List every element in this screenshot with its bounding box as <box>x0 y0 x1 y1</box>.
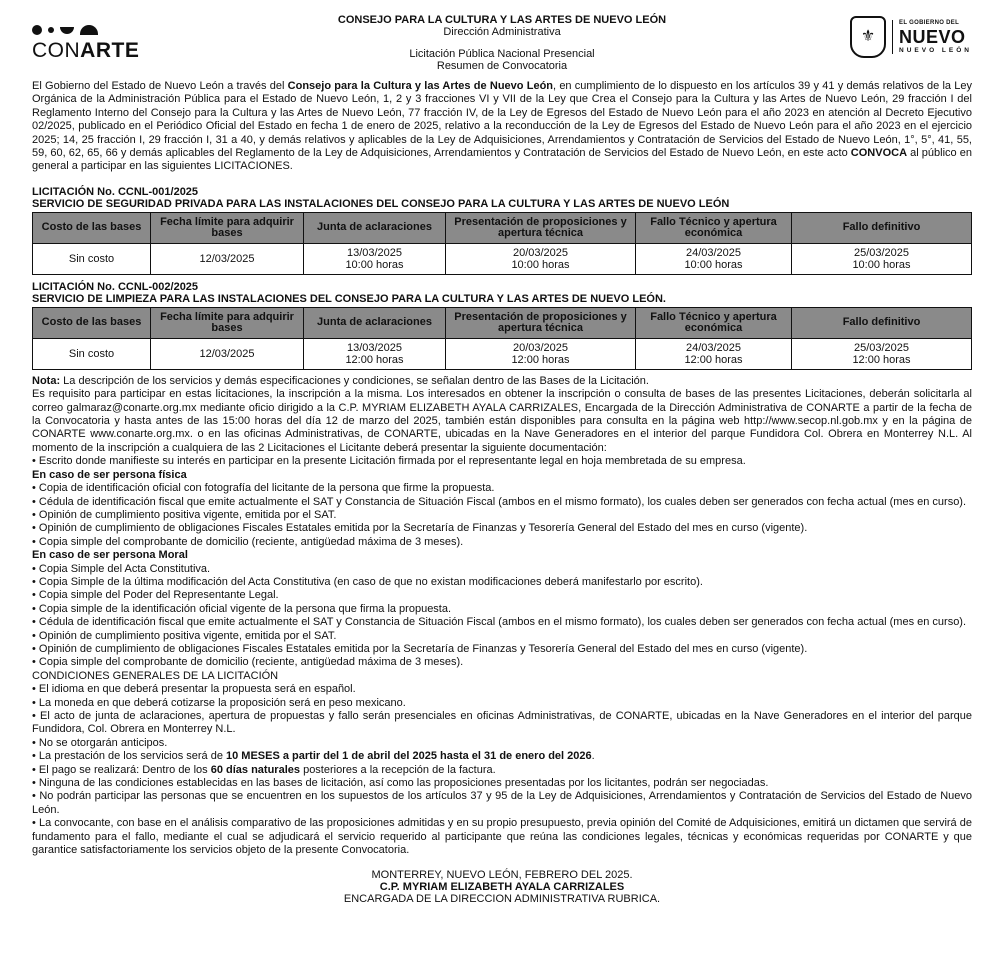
signer-role: ENCARGADA DE LA DIRECCION ADMINISTRATIVA RUBRICA. <box>343 893 661 906</box>
list-item: • Escrito donde manifieste su interés en participar en la presente Licitación firmada por el representante legal en hoja membretada de su empresa. <box>32 455 746 468</box>
gov-sub-text: NUEVO LEÓN <box>899 47 972 54</box>
place-date: MONTERREY, NUEVO LEÓN, FEBRERO DEL 2025. <box>371 869 633 882</box>
licitacion-number: LICITACIÓN No. CCNL-001/2025 <box>32 185 199 198</box>
list-item: • Copia Simple del Acta Constitutiva. <box>32 562 211 575</box>
signature-block <box>32 869 972 905</box>
table-cell: 12/03/2025 <box>151 243 304 274</box>
list-item: • Copia simple del comprobante de domicilio (reciente, antigüedad máxima de 3 meses). <box>32 535 464 548</box>
list-item: • El pago se realizará: Dentro de los 60 días naturales posteriores a la recepción de la factura. <box>32 763 496 776</box>
list-item: • Copia de identificación oficial con fotografía del licitante de la persona que firme la propuesta. <box>32 482 495 495</box>
col-header: Fecha límite para adquirir bases <box>151 307 304 338</box>
list-item: • Opinión de cumplimiento de obligaciones Fiscales Estatales emitida por la Secretaría de Finanzas y Tesorería General del Estado del mes en curso (vigente). <box>32 522 808 535</box>
table-cell: 13/03/2025 12:00 horas <box>304 338 446 369</box>
list-item: • Opinión de cumplimiento de obligaciones Fiscales Estatales emitida por la Secretaría de Finanzas y Tesorería General del Estado del mes en curso (vigente). <box>32 642 808 655</box>
col-header: Junta de aclaraciones <box>304 212 446 243</box>
header <box>32 14 972 76</box>
list-item: • La moneda en que deberá cotizarse la proposición será en peso mexicano. <box>32 696 406 709</box>
persona-moral-title: En caso de ser persona Moral <box>32 549 188 562</box>
list-item: • Cédula de identificación fiscal que emite actualmente el SAT y Constancia de Situación Fiscal (ambos en el mismo formato), los cuales deben ser generados con fecha actual (mes en curso). <box>32 616 967 629</box>
table-cell: 12/03/2025 <box>151 338 304 369</box>
condiciones-title: CONDICIONES GENERALES DE LA LICITACIÓN <box>32 669 279 682</box>
col-header: Presentación de proposiciones y apertura técnica <box>446 307 636 338</box>
col-header: Fallo definitivo <box>792 212 972 243</box>
table-cell: 24/03/2025 10:00 horas <box>636 243 792 274</box>
list-item: • La prestación de los servicios será de 10 MESES a partir del 1 de abril del 2025 hasta el 31 de enero del 2026. <box>32 750 595 763</box>
list-item: • Cédula de identificación fiscal que emite actualmente el SAT y Constancia de Situación Fiscal (ambos en el mismo formato), los cuales deben ser generados con fecha actual (mes en curso). <box>32 495 967 508</box>
header-titles <box>232 14 772 72</box>
nota: Nota: La descripción de los servicios y demás especificaciones y condiciones, se señalan dentro de las Bases de la Licitación. <box>32 374 649 387</box>
list-item: • Copia simple de la identificación oficial vigente de la persona que firma la propuesta. <box>32 602 452 615</box>
table-cell: 20/03/2025 10:00 horas <box>446 243 636 274</box>
conarte-logo <box>32 22 142 62</box>
table-row <box>33 243 972 274</box>
list-item: • Opinión de cumplimiento positiva vigente, emitida por el SAT. <box>32 629 337 642</box>
licitacion-2-title <box>32 281 972 305</box>
table-cell: 25/03/2025 10:00 horas <box>792 243 972 274</box>
licitacion-1-title <box>32 186 972 210</box>
list-item: • Ninguna de las condiciones establecidas en las bases de licitación, así como las proposiciones presentadas por los licitantes, podrán ser negociadas. <box>32 777 769 790</box>
gov-big-text: NUEVO <box>899 27 966 47</box>
licitacion-service: SERVICIO DE LIMPIEZA PARA LAS INSTALACIONES DEL CONSEJO PARA LA CULTURA Y LAS ARTES DE NUEVO LEÓN. <box>32 292 666 305</box>
col-header: Presentación de proposiciones y apertura técnica <box>446 212 636 243</box>
licitacion-2-table <box>32 307 972 370</box>
conarte-logo-word: CONARTE <box>32 39 140 62</box>
doc-subtitle: Resumen de Convocatoria <box>436 60 568 72</box>
table-cell: Sin costo <box>33 338 151 369</box>
requisito-paragraph: Es requisito para participar en estas licitaciones, la inscripción a la misma. Los interesados en obtener la inscripción o consulta de bases de las presentes Licitaciones, deberán solicitarla al correo galmaraz@conarte.org.mx mediante oficio dirigido a la C.P. MYRIAM ELIZABETH AYALA CARRIZALES, Encargada de la Dirección Administrativa de CONARTE a partir de la fecha de la Convocatoria y hasta antes de las 15:00 horas del día 12 de marzo del 2025, también están disponibles para consulta en la página web http://www.secop.nl.gob.mx y en la página de CONARTE www.conarte.org.mx. o en las oficinas Administrativas, de CONARTE, ubicadas en la Nave Generadores en el interior del parque Fundidora Col. Obrera en Monterrey N.L. Al momento de la inscripción a cualquiera de las 2 Licitaciones el Licitante deberá presentar la siguiente documentación: <box>32 388 972 454</box>
department: Dirección Administrativa <box>443 26 561 38</box>
col-header: Fallo Técnico y apertura económica <box>636 212 792 243</box>
list-item: • El idioma en que deberá presentar la propuesta será en español. <box>32 683 356 696</box>
persona-fisica-title: En caso de ser persona física <box>32 468 187 481</box>
table-cell: 13/03/2025 10:00 horas <box>304 243 446 274</box>
table-cell: 20/03/2025 12:00 horas <box>446 338 636 369</box>
signer-name: C.P. MYRIAM ELIZABETH AYALA CARRIZALES <box>379 881 625 894</box>
col-header: Fecha límite para adquirir bases <box>151 212 304 243</box>
intro-paragraph: El Gobierno del Estado de Nuevo León a través del Consejo para la Cultura y las Artes de Nuevo León, en cumplimiento de lo dispuesto en los artículos 39 y 41 y demás relativos de la Ley Orgánica de la Administración Pública para el Estado de Nuevo León, 1, 2 y 3 fracciones VI y VII de la Ley que Crea el Consejo para la Cultura y las Artes de Nuevo León, 29 fracción I del Reglamento Interno del Consejo para la Cultura y las Artes de Nuevo León, 77 fracción IV, de la Ley de Egresos del Estado de Nuevo León para el año 2023 en atención al Decreto Ejecutivo 02/2025, publicado en el Periódico Oficial del Estado en fecha 1 de enero de 2025, relativo a la reconducción de la Ley de Egresos del Estado de Nuevo León para el año 2023 en el ejercicio 2025; 14, 25 fracción I, 29 fracción I, 31 a 40, y demás relativos y aplicables de la Ley de Adquisiciones, Arrendamientos y Contratación de Servicios del Estado de Nuevo León, 1°, 5°, 41, 55, 59, 60, 62, 65, 66 y demás aplicables del Reglamento de la Ley de Adquisiciones, Arrendamientos y Contratación de Servicios del Estado de Nuevo León, en este acto CONVOCA al público en general a participar en las siguientes LICITACIONES. <box>32 80 972 173</box>
list-item: • Copia simple del comprobante de domicilio (reciente, antigüedad máxima de 3 meses). <box>32 656 464 669</box>
list-item: • No podrán participar las personas que se encuentren en los supuestos de los artículos 37 y 95 de la Ley de Adquisiciones, Arrendamientos y Contratación de Servicios del Estado de Nuevo León. <box>32 790 972 816</box>
list-item: • La convocante, con base en el análisis comparativo de las proposiciones admitidas y en su propio presupuesto, previa opinión del Comité de Adquisiciones, emitirá un dictamen que servirá de fundamento para el fallo, mediante el cual se adjudicará el servicio requerido al participante que reúna las condiciones legales, técnicas y económicas requeridas por CONARTE y que garantice satisfactoriamente los servicios objeto de la presente Convocatoria. <box>32 817 972 857</box>
state-seal-icon: ⚜ <box>850 16 886 58</box>
gobierno-nuevo-leon-logo <box>850 16 972 58</box>
list-item: • Opinión de cumplimiento positiva vigente, emitida por el SAT. <box>32 508 337 521</box>
table-cell: Sin costo <box>33 243 151 274</box>
col-header: Junta de aclaraciones <box>304 307 446 338</box>
conarte-logo-marks <box>32 22 142 38</box>
notes-section <box>32 375 972 858</box>
org-name: CONSEJO PARA LA CULTURA Y LAS ARTES DE NUEVO LEÓN <box>337 14 667 26</box>
licitacion-number: LICITACIÓN No. CCNL-002/2025 <box>32 280 199 293</box>
table-cell: 24/03/2025 12:00 horas <box>636 338 792 369</box>
table-cell: 25/03/2025 12:00 horas <box>792 338 972 369</box>
list-item: • El acto de junta de aclaraciones, apertura de propuestas y fallo serán presenciales en oficinas Administrativas, de CONARTE, ubicadas en la Nave Generadores en el interior del parque Fundidora, Col. Obrera en Monterrey N.L. <box>32 710 972 736</box>
doc-type: Licitación Pública Nacional Presencial <box>409 48 595 60</box>
gov-small-text: EL GOBIERNO DEL <box>899 20 960 26</box>
list-item: • Copia Simple de la última modificación del Acta Constitutiva (en caso de que no existan modificaciones deberá manifestarlo por escrito). <box>32 575 703 588</box>
licitacion-1-table <box>32 212 972 275</box>
col-header: Costo de las bases <box>33 307 151 338</box>
col-header: Fallo Técnico y apertura económica <box>636 307 792 338</box>
licitacion-service: SERVICIO DE SEGURIDAD PRIVADA PARA LAS INSTALACIONES DEL CONSEJO PARA LA CULTURA Y LAS ARTES DE NUEVO LEÓN <box>32 197 730 210</box>
table-row <box>33 338 972 369</box>
col-header: Fallo definitivo <box>792 307 972 338</box>
col-header: Costo de las bases <box>33 212 151 243</box>
list-item: • No se otorgarán anticipos. <box>32 736 168 749</box>
list-item: • Copia simple del Poder del Representante Legal. <box>32 589 279 602</box>
